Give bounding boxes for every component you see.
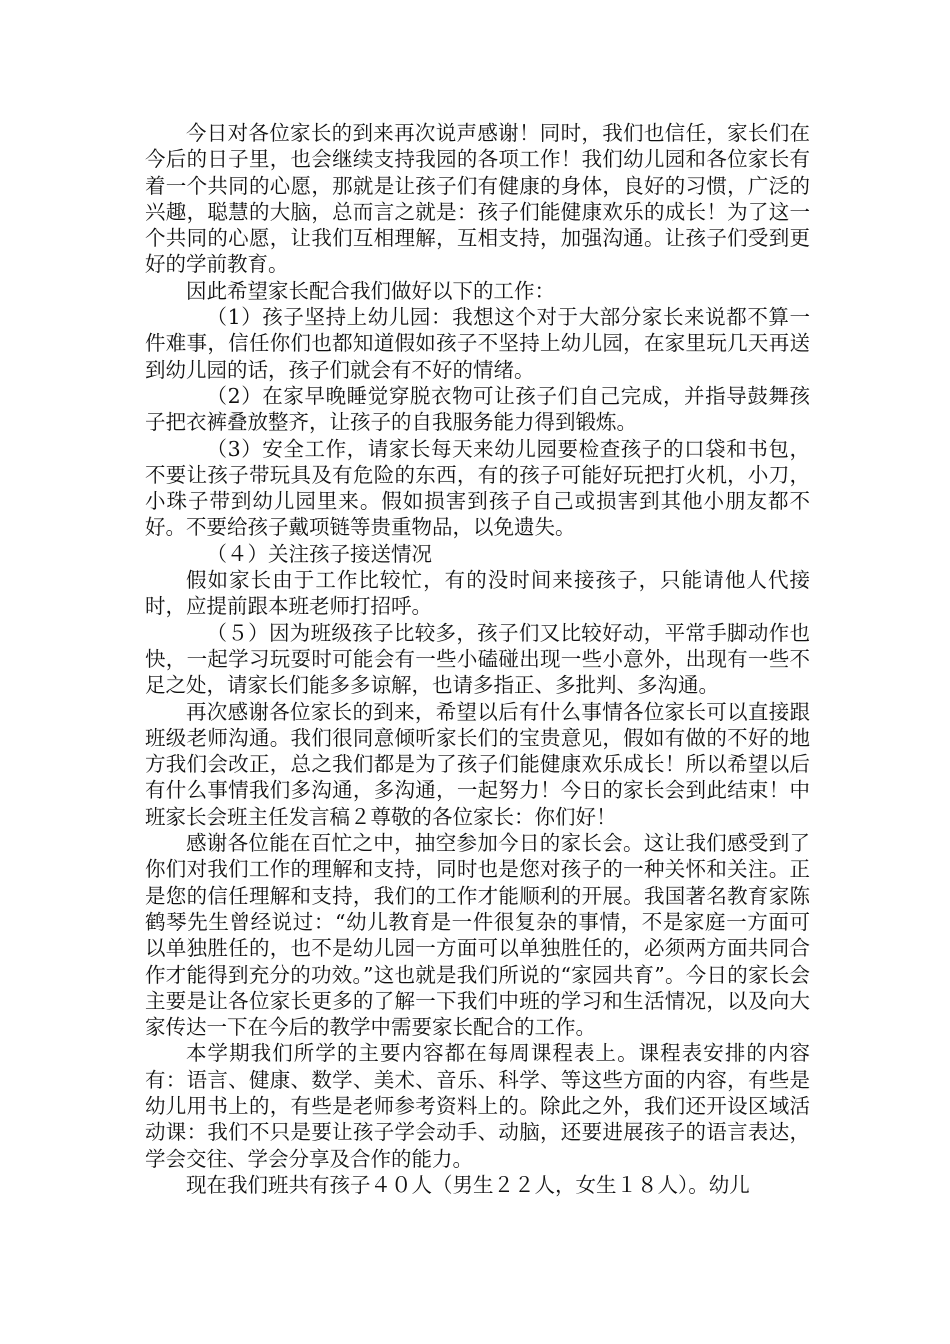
paragraph-item-4-body: 假如家长由于工作比较忙，有的没时间来接孩子，只能请他人代接时，应提前跟本班老师打招呼。	[145, 568, 810, 619]
paragraph-item-4-heading: （４）关注孩子接送情况	[206, 541, 432, 566]
paragraph-item-3: （3）安全工作，请家长每天来幼儿园要检查孩子的口袋和书包，不要让孩子带玩具及有危险的东西，有的孩子可能好玩把打火机，小刀，小珠子带到幼儿园里来。假如损害到孩子自己或损害到其他小朋友都不好。不要给孩子戴项链等贵重物品，以免遗失。	[145, 436, 810, 540]
paragraph-closing: 再次感谢各位家长的到来，希望以后有什么事情各位家长可以直接跟班级老师沟通。我们很同意倾听家长们的宝贵意见，假如有做的不好的地方我们会改正，总之我们都是为了孩子们能健康欢乐成长！所以希望以后有什么事情我们多沟通，多沟通，一起努力！今日的家长会到此结束！中班家长会班主任发言稿２尊敬的各位家长：你们好！	[145, 699, 810, 829]
paragraph-item-2: （2）在家早晚睡觉穿脱衣物可让孩子们自己完成，并指导鼓舞孩子把衣裤叠放整齐，让孩子的自我服务能力得到锻炼。	[145, 383, 810, 435]
paragraph-speech-2-intro: 感谢各位能在百忙之中，抽空参加今日的家长会。这让我们感受到了你们对我们工作的理解和支持，同时也是您对孩子的一种关怀和关注。正是您的信任理解和支持，我们的工作才能顺利的开展。我国著名教育家陈鹤琴先生曾经说过：“幼儿教育是一件很复杂的事情，不是家庭一方面可以单独胜任的，也不是幼儿园一方面可以单独胜任的，必须两方面共同合作才能得到充分的功效。”这也就是我们所说的“家园共育”。今日的家长会主要是让各位家长更多的了解一下我们中班的学习和生活情况，以及向大家传达一下在今后的教学中需要家长配合的工作。	[145, 831, 810, 1040]
document-body	[145, 120, 810, 1198]
paragraph-curriculum: 本学期我们所学的主要内容都在每周课程表上。课程表安排的内容有：语言、健康、数学、美术、音乐、科学、等这些方面的内容，有些是幼儿用书上的，有些是老师参考资料上的。除此之外，我们还开设区域活动课：我们不只是要让孩子学会动手、动脑，还要进展孩子的语言表达，学会交往、学会分享及合作的能力。	[145, 1041, 810, 1171]
paragraph-thanks: 今日对各位家长的到来再次说声感谢！同时，我们也信任，家长们在今后的日子里，也会继续支持我园的各项工作！我们幼儿园和各位家长有着一个共同的心愿，那就是让孩子们有健康的身体，良好的习惯，广泛的兴趣，聪慧的大脑，总而言之就是：孩子们能健康欢乐的成长！为了这一个共同的心愿，让我们互相理解，互相支持，加强沟通。让孩子们受到更好的学前教育。	[145, 121, 810, 277]
paragraph-item-5: （５）因为班级孩子比较多，孩子们又比较好动，平常手脚动作也快，一起学习玩耍时可能会有一些小磕碰出现一些小意外，出现有一些不足之处，请家长们能多多谅解，也请多指正、多批判、多沟通。	[145, 620, 810, 698]
paragraph-item-1: （1）孩子坚持上幼儿园：我想这个对于大部分家长来说都不算一件难事，信任你们也都知道假如孩子不坚持上幼儿园，在家里玩几天再送到幼儿园的话，孩子们就会有不好的情绪。	[145, 305, 810, 382]
paragraph-request-intro: 因此希望家长配合我们做好以下的工作：	[186, 278, 555, 303]
paragraph-class-size: 现在我们班共有孩子４０人（男生２２人，女生１８人）。幼儿	[186, 1172, 750, 1197]
